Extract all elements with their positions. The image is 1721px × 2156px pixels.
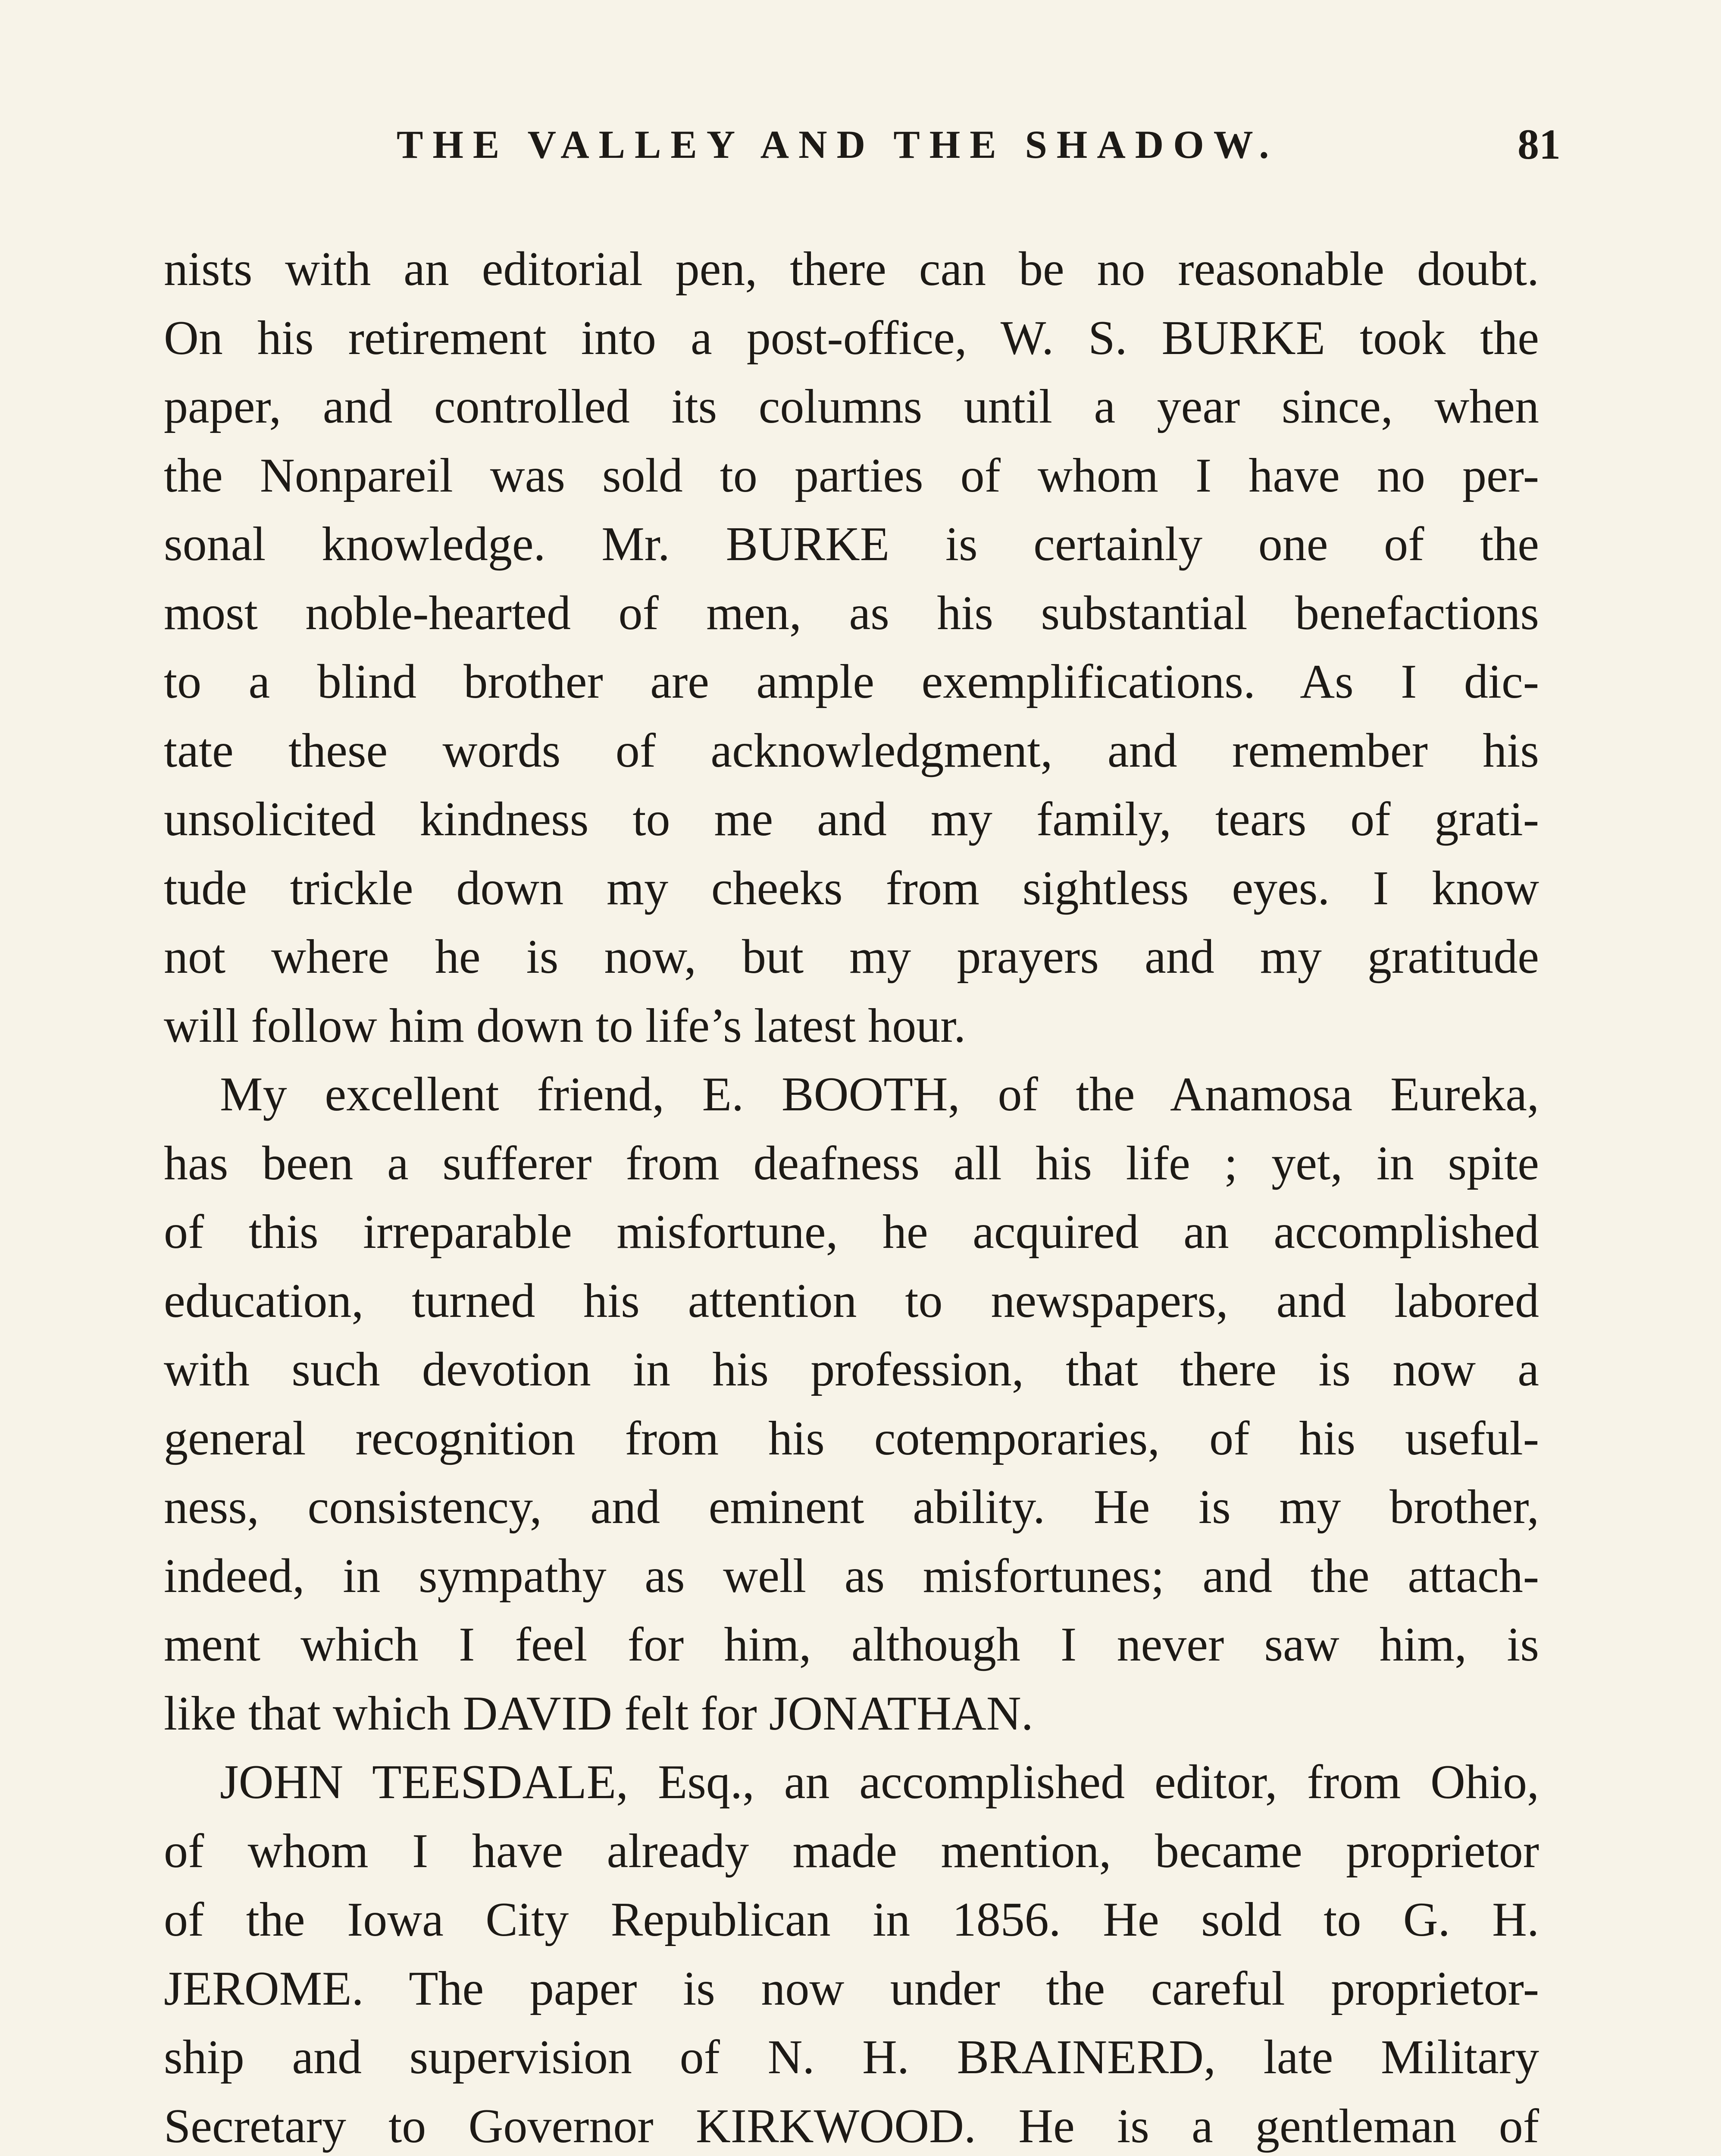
text-line: On his retirement into a post-office, W. S. BURKE took the	[164, 311, 1539, 365]
text-line: unsolicited kindness to me and my family, tears of grati-	[164, 793, 1539, 846]
page-number: 81	[1518, 120, 1561, 168]
text-line-paragraph-start: JOHN TEESDALE, Esq., an accomplished editor, from Ohio,	[220, 1755, 1539, 1809]
text-line: education, turned his attention to newspapers, and labored	[164, 1274, 1539, 1328]
text-line-paragraph-end: will follow him down to life’s latest hour.	[164, 999, 966, 1053]
text-line: ness, consistency, and eminent ability. He is my brother,	[164, 1480, 1539, 1534]
text-line-paragraph-start: My excellent friend, E. BOOTH, of the Anamosa Eureka,	[220, 1068, 1539, 1121]
text-line: to a blind brother are ample exemplifications. As I dic-	[164, 655, 1539, 708]
text-line: with such devotion in his profession, that there is now a	[164, 1343, 1539, 1396]
text-line: most noble-hearted of men, as his substantial benefactions	[164, 586, 1539, 640]
text-line: of the Iowa City Republican in 1856. He sold to G. H.	[164, 1893, 1539, 1946]
text-line: tude trickle down my cheeks from sightless eyes. I know	[164, 861, 1539, 915]
body-text	[164, 235, 1539, 2156]
text-line: paper, and controlled its columns until a year since, when	[164, 380, 1539, 433]
text-line: the Nonpareil was sold to parties of whom I have no per-	[164, 448, 1539, 502]
text-line: tate these words of acknowledgment, and remember his	[164, 724, 1539, 777]
text-line: of this irreparable misfortune, he acquired an accomplished	[164, 1205, 1539, 1259]
text-line: has been a sufferer from deafness all his life ; yet, in spite	[164, 1136, 1539, 1190]
text-line: nists with an editorial pen, there can be no reasonable doubt.	[164, 242, 1539, 296]
running-head	[164, 116, 1561, 172]
text-line: Secretary to Governor KIRKWOOD. He is a gentleman of	[164, 2099, 1539, 2153]
text-line: JEROME. The paper is now under the careful proprietor-	[164, 1962, 1539, 2015]
text-line: ment which I feel for him, although I never saw him, is	[164, 1618, 1539, 1671]
text-line: ship and supervision of N. H. BRAINERD, late Military	[164, 2031, 1539, 2084]
text-line: of whom I have already made mention, became proprietor	[164, 1824, 1539, 1878]
text-line: sonal knowledge. Mr. BURKE is certainly one of the	[164, 517, 1539, 571]
running-title: THE VALLEY AND THE SHADOW.	[397, 122, 1279, 166]
text-line-paragraph-end: like that which DAVID felt for JONATHAN.	[164, 1686, 1033, 1740]
text-line: general recognition from his cotemporaries, of his useful-	[164, 1411, 1539, 1465]
text-line: not where he is now, but my prayers and my gratitude	[164, 930, 1539, 984]
text-line: indeed, in sympathy as well as misfortunes; and the attach-	[164, 1549, 1539, 1603]
